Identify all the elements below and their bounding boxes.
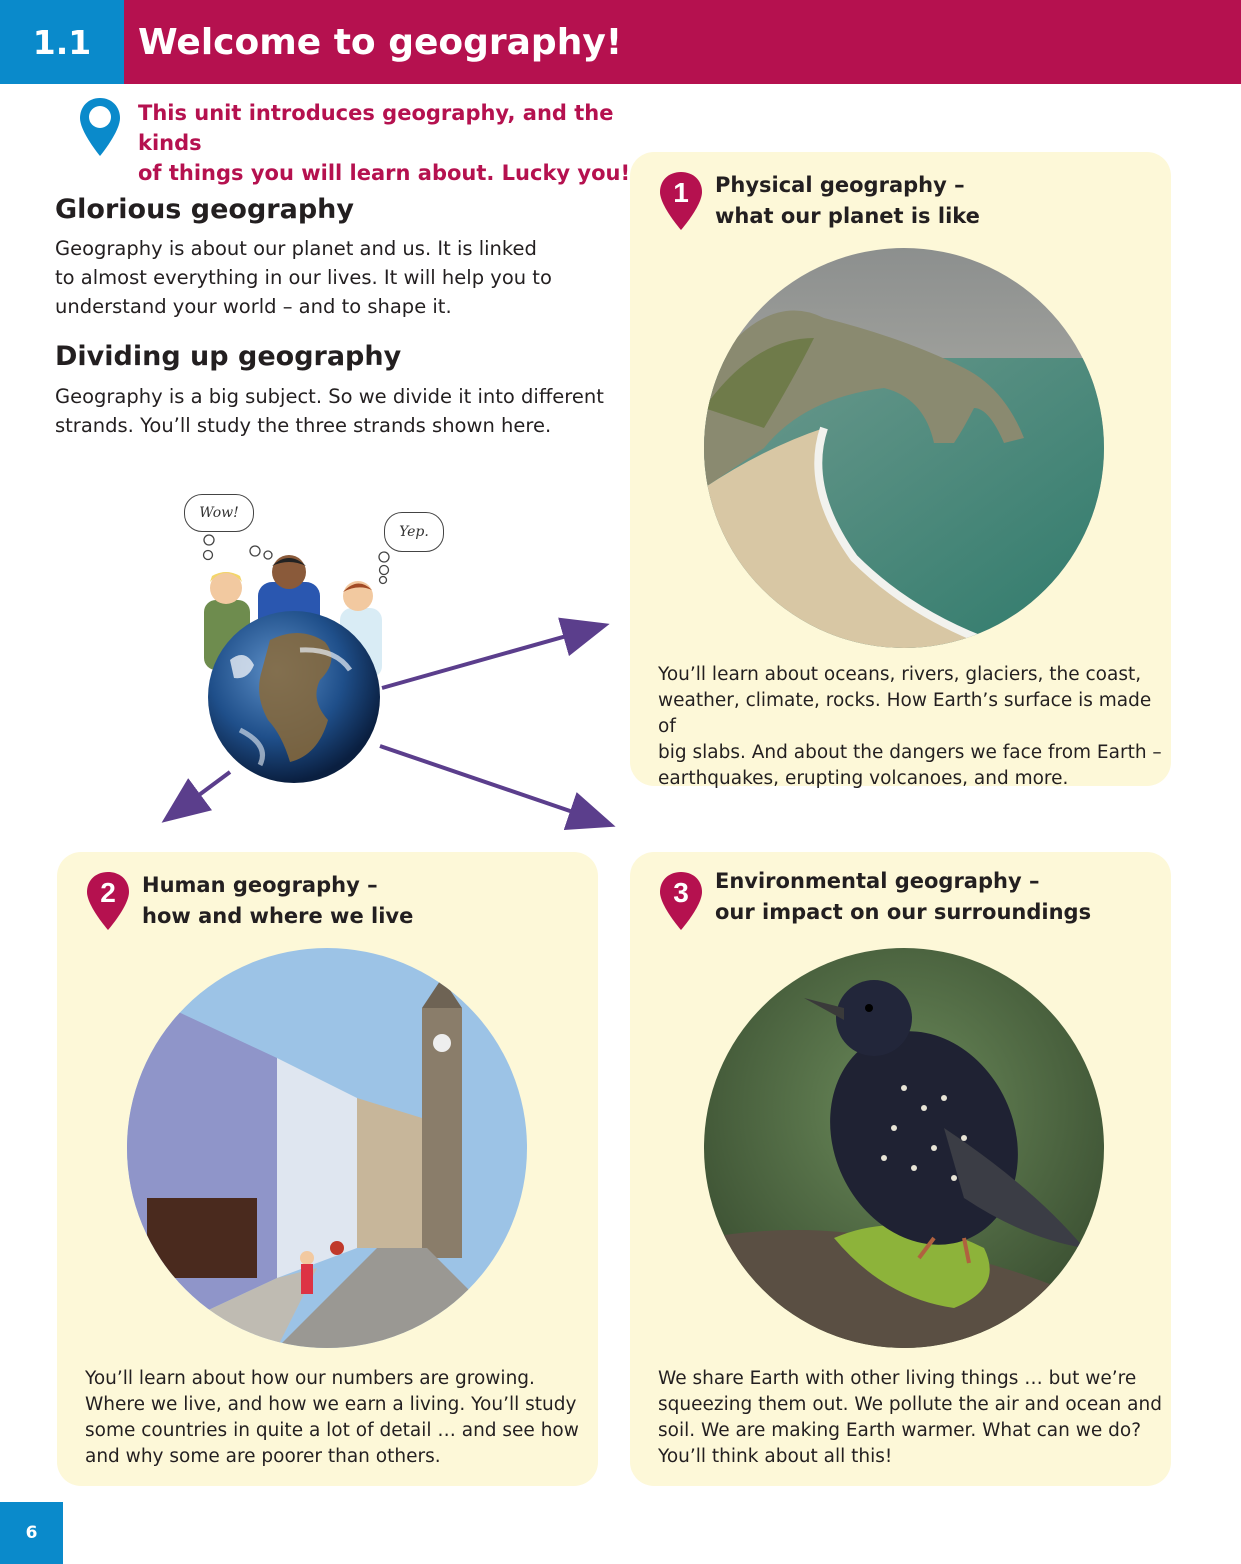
panel-text-line: Where we live, and how we earn a living. You’ll study	[85, 1394, 577, 1415]
badge-number: 2	[100, 877, 116, 908]
dividing-paragraph	[55, 382, 604, 440]
panel-title-line: what our planet is like	[715, 204, 980, 228]
panel-environmental-geography	[630, 852, 1171, 1486]
arrow-to-human	[168, 772, 230, 818]
paragraph-line: to almost everything in our lives. It will help you to	[55, 266, 552, 289]
street-photo	[127, 948, 527, 1348]
intro-line: This unit introduces geography, and the kinds	[138, 101, 614, 155]
page-title: Welcome to geography!	[124, 0, 1241, 84]
panel-title	[715, 170, 980, 232]
panel-text-line: We share Earth with other living things … but we’re	[658, 1368, 1137, 1389]
panel-title-line: our impact on our surroundings	[715, 900, 1092, 924]
number-badge-icon	[658, 170, 704, 232]
badge-number: 1	[673, 177, 689, 208]
panel-title	[715, 866, 1091, 928]
panel-text-line: soil. We are making Earth warmer. What can we do?	[658, 1420, 1142, 1441]
panel-text-line: earthquakes, erupting volcanoes, and more.	[658, 768, 1069, 789]
panel-text-line: big slabs. And about the dangers we face from Earth –	[658, 742, 1162, 763]
panel-text-line: You’ll learn about oceans, rivers, glaciers, the coast,	[658, 664, 1142, 685]
location-pin-icon	[78, 96, 122, 158]
paragraph-line: Geography is about our planet and us. It is linked	[55, 237, 537, 260]
paragraph-line: Geography is a big subject. So we divide it into different	[55, 385, 604, 408]
panel-title	[142, 870, 413, 932]
globe-illustration	[150, 530, 620, 840]
panel-text-line: You’ll learn about how our numbers are growing.	[85, 1368, 535, 1389]
panel-physical-geography	[630, 152, 1171, 789]
dividing-heading: Dividing up geography	[55, 341, 402, 372]
paragraph-line: strands. You’ll study the three strands shown here.	[55, 414, 552, 437]
thought-bubble-left: Wow!	[184, 494, 254, 532]
panel-text-line: You’ll think about all this!	[658, 1446, 893, 1467]
number-badge-icon	[85, 870, 131, 932]
panel-text-line: weather, climate, rocks. How Earth’s surface is made of	[658, 690, 1152, 737]
thought-bubble-right: Yep.	[384, 512, 444, 552]
page-number: 6	[0, 1502, 63, 1564]
panel-text	[658, 1366, 1162, 1470]
panel-text-line: squeezing them out. We pollute the air and ocean and	[658, 1394, 1162, 1415]
number-badge-icon	[658, 870, 704, 932]
intro-line: of things you will learn about. Lucky you!	[138, 161, 631, 185]
glorious-paragraph	[55, 234, 552, 321]
panel-human-geography	[57, 852, 598, 1486]
arrow-to-environmental	[380, 746, 608, 824]
section-number: 1.1	[0, 0, 124, 84]
panel-title-line: Environmental geography –	[715, 869, 1040, 893]
starling-photo	[704, 948, 1104, 1348]
panel-text-line: and why some are poorer than others.	[85, 1446, 441, 1467]
panel-text	[658, 662, 1171, 792]
coastline-photo	[704, 248, 1104, 648]
paragraph-line: understand your world – and to shape it.	[55, 295, 452, 318]
panel-title-line: how and where we live	[142, 904, 414, 928]
panel-text	[85, 1366, 579, 1470]
badge-number: 3	[673, 877, 689, 908]
panel-title-line: Human geography –	[142, 873, 378, 897]
panel-text-line: some countries in quite a lot of detail … and see how	[85, 1420, 579, 1441]
glorious-heading: Glorious geography	[55, 194, 354, 225]
arrow-to-physical	[382, 626, 602, 688]
intro-text	[138, 98, 658, 188]
panel-title-line: Physical geography –	[715, 173, 965, 197]
